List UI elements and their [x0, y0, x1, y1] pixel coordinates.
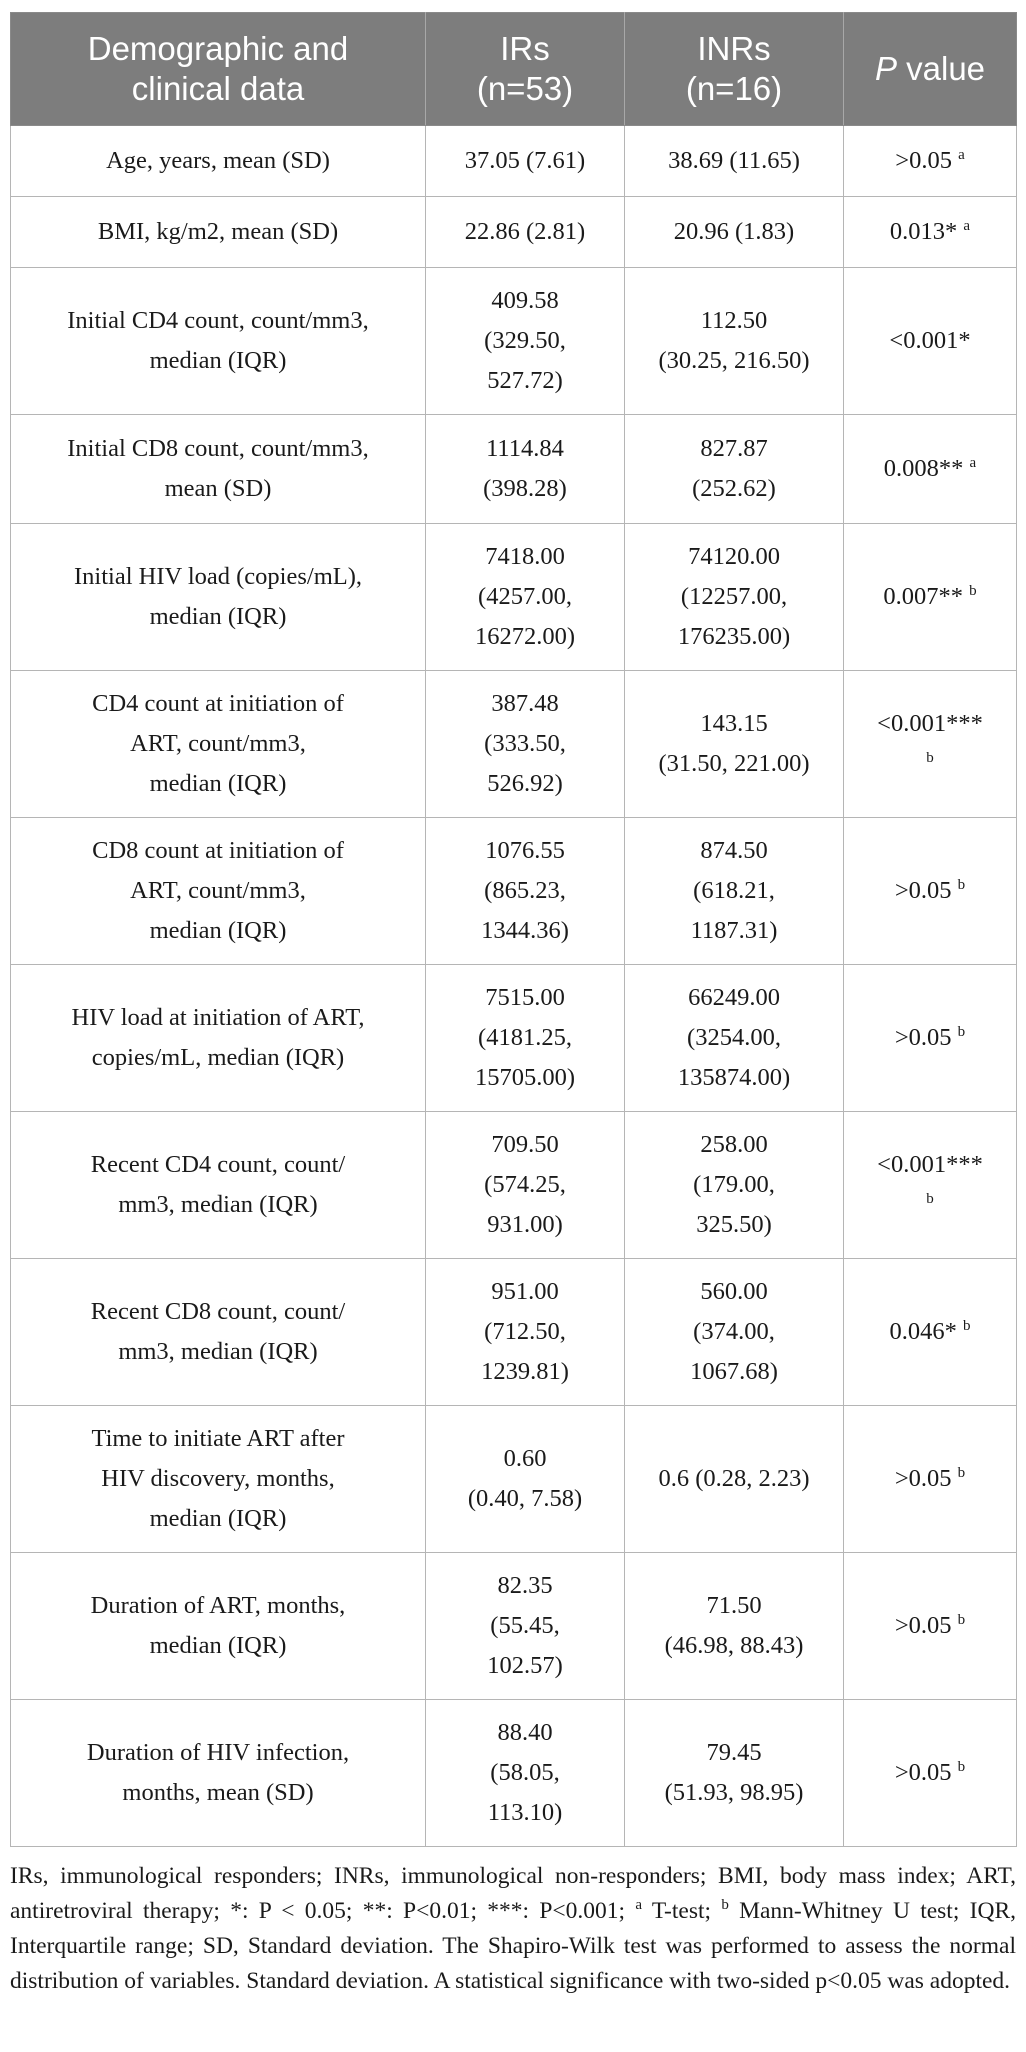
cell-label-text: Time to initiate ART after HIV discovery, months, median (IQR) [91, 1425, 345, 1532]
cell-label [11, 415, 426, 524]
table-row [11, 1406, 1017, 1553]
cell-p-value [844, 1553, 1017, 1700]
footnote-text-2: T-test; [642, 1898, 722, 1924]
cell-irs [426, 197, 625, 268]
header-inrs: INRs (n=16) [625, 13, 844, 126]
table-row [11, 1700, 1017, 1847]
cell-label-text: CD8 count at initiation of ART, count/mm3, median (IQR) [92, 837, 344, 944]
cell-inrs-text: 874.50 (618.21, 1187.31) [690, 837, 778, 944]
cell-irs [426, 1406, 625, 1553]
cell-p-value-text: >0.05 [895, 147, 952, 174]
cell-p-value [844, 1259, 1017, 1406]
cell-inrs-text: 71.50 (46.98, 88.43) [664, 1592, 804, 1659]
cell-irs [426, 1259, 625, 1406]
cell-inrs [625, 1112, 844, 1259]
header-row [11, 13, 1017, 126]
cell-p-value-text: 0.013* [889, 218, 958, 245]
table-row [11, 1112, 1017, 1259]
cell-irs-text: 88.40 (58.05, 113.10) [487, 1719, 563, 1826]
p-value-superscript: a [969, 455, 977, 471]
table-container [10, 12, 1016, 1999]
cell-label [11, 524, 426, 671]
cell-p-value [844, 1112, 1017, 1259]
cell-label [11, 126, 426, 197]
p-value-superscript: b [957, 1465, 966, 1481]
cell-p-value [844, 415, 1017, 524]
cell-label [11, 671, 426, 818]
cell-p-value [844, 1406, 1017, 1553]
cell-inrs [625, 965, 844, 1112]
cell-p-value [844, 818, 1017, 965]
cell-p-value-text: >0.05 [894, 1759, 952, 1786]
p-value-superscript: b [926, 1191, 934, 1207]
cell-p-value-text: 0.007** [883, 583, 963, 610]
p-value-superscript: b [963, 1318, 971, 1334]
table-row [11, 671, 1017, 818]
cell-p-value-text: <0.001*** [877, 1151, 983, 1178]
cell-irs-text: 7418.00 (4257.00, 16272.00) [474, 543, 576, 650]
cell-irs [426, 415, 625, 524]
cell-inrs-text: 827.87 (252.62) [692, 435, 776, 502]
cell-inrs [625, 1700, 844, 1847]
table-row [11, 126, 1017, 197]
p-value-superscript: a [963, 218, 971, 234]
cell-label [11, 965, 426, 1112]
table-row [11, 1259, 1017, 1406]
cell-irs [426, 524, 625, 671]
cell-label-text: Initial CD4 count, count/mm3, median (IQR) [67, 307, 369, 374]
table-footnote [10, 1859, 1016, 1999]
cell-inrs [625, 1553, 844, 1700]
cell-irs [426, 671, 625, 818]
cell-inrs [625, 524, 844, 671]
cell-label [11, 268, 426, 415]
cell-label [11, 1700, 426, 1847]
header-irs: IRs (n=53) [426, 13, 625, 126]
cell-irs-text: 22.86 (2.81) [464, 218, 586, 245]
cell-p-value-text: >0.05 [894, 1024, 952, 1051]
cell-label [11, 1259, 426, 1406]
cell-inrs-text: 79.45 (51.93, 98.95) [664, 1739, 804, 1806]
cell-label-text: Initial CD8 count, count/mm3, mean (SD) [67, 435, 369, 502]
cell-label [11, 1553, 426, 1700]
cell-p-value [844, 197, 1017, 268]
cell-p-value [844, 268, 1017, 415]
cell-label-text: Duration of HIV infection, months, mean (SD) [86, 1739, 350, 1806]
p-value-superscript: b [957, 877, 966, 893]
cell-irs-text: 1076.55 (865.23, 1344.36) [481, 837, 569, 944]
table-row [11, 415, 1017, 524]
cell-label [11, 197, 426, 268]
header-demographic: Demographic and clinical data [11, 13, 426, 126]
p-value-superscript: b [969, 583, 977, 599]
cell-irs [426, 1112, 625, 1259]
cell-label-text: HIV load at initiation of ART, copies/mL, median (IQR) [71, 1004, 365, 1071]
cell-inrs [625, 197, 844, 268]
cell-inrs-text: 66249.00 (3254.00, 135874.00) [677, 984, 791, 1091]
p-value-superscript: b [957, 1612, 966, 1628]
footnote-sup-a: a [635, 1897, 642, 1913]
table-row [11, 524, 1017, 671]
cell-label-text: Recent CD4 count, count/ mm3, median (IQR) [90, 1151, 346, 1218]
footnote-sup-b: b [721, 1897, 729, 1913]
cell-inrs-text: 560.00 (374.00, 1067.68) [690, 1278, 778, 1385]
cell-label [11, 818, 426, 965]
cell-irs-text: 409.58 (329.50, 527.72) [484, 287, 566, 394]
cell-p-value-text: >0.05 [894, 1465, 952, 1492]
cell-irs-text: 0.60 (0.40, 7.58) [467, 1445, 583, 1512]
cell-inrs [625, 818, 844, 965]
cell-inrs [625, 268, 844, 415]
table-row [11, 1553, 1017, 1700]
cell-p-value-text: 0.046* [889, 1318, 957, 1345]
cell-irs-text: 387.48 (333.50, 526.92) [484, 690, 566, 797]
table-row [11, 268, 1017, 415]
cell-label-text: Age, years, mean (SD) [106, 147, 330, 174]
p-value-superscript: b [957, 1024, 966, 1040]
cell-label-text: CD4 count at initiation of ART, count/mm3, median (IQR) [92, 690, 344, 797]
demographic-clinical-table [10, 12, 1017, 1847]
p-value-superscript: a [958, 147, 965, 163]
cell-label-text: Recent CD8 count, count/ mm3, median (IQR) [90, 1298, 346, 1365]
cell-inrs [625, 1259, 844, 1406]
cell-label-text: Initial HIV load (copies/mL), median (IQR) [73, 563, 363, 630]
cell-irs-text: 1114.84 (398.28) [483, 435, 567, 502]
cell-p-value [844, 524, 1017, 671]
cell-inrs [625, 1406, 844, 1553]
p-value-superscript: b [957, 1759, 966, 1775]
cell-p-value-text: >0.05 [894, 1612, 952, 1639]
cell-inrs-text: 112.50 (30.25, 216.50) [658, 307, 810, 374]
cell-p-value-text: <0.001*** [877, 710, 983, 737]
cell-irs-text: 37.05 (7.61) [464, 147, 586, 174]
cell-label [11, 1112, 426, 1259]
cell-irs [426, 1700, 625, 1847]
footnote-text-3: Mann-Whitney U test; IQR, Interquartile range; SD, Standard deviation. The Shapiro-Wilk test was performed to assess the normal distribution of variables. Standard deviation. A statistical significance with two-sided p<0.05 was adopted. [10, 1898, 1016, 1994]
cell-inrs-text: 0.6 (0.28, 2.23) [658, 1465, 810, 1492]
cell-inrs-text: 258.00 (179.00, 325.50) [693, 1131, 775, 1238]
cell-inrs-text: 143.15 (31.50, 221.00) [658, 710, 810, 777]
cell-irs-text: 82.35 (55.45, 102.57) [487, 1572, 563, 1679]
cell-p-value [844, 965, 1017, 1112]
cell-p-value-text: >0.05 [894, 877, 952, 904]
cell-irs-text: 709.50 (574.25, 931.00) [484, 1131, 566, 1238]
p-value-superscript: b [926, 750, 934, 766]
table-row [11, 965, 1017, 1112]
cell-irs-text: 7515.00 (4181.25, 15705.00) [474, 984, 576, 1091]
cell-p-value [844, 1700, 1017, 1847]
cell-irs [426, 1553, 625, 1700]
cell-label-text: Duration of ART, months, median (IQR) [90, 1592, 346, 1659]
cell-label [11, 1406, 426, 1553]
cell-inrs [625, 671, 844, 818]
cell-inrs-text: 74120.00 (12257.00, 176235.00) [677, 543, 791, 650]
cell-irs [426, 818, 625, 965]
cell-inrs [625, 415, 844, 524]
header-p-value: P value [844, 13, 1017, 126]
cell-p-value [844, 126, 1017, 197]
cell-irs [426, 268, 625, 415]
footnote-text-1: IRs, immunological responders; INRs, immunological non-responders; BMI, body mass index; ART, antiretroviral therapy; *: P < 0.05; **: P<0.01; ***: P<0.001; [10, 1863, 1016, 1924]
cell-inrs [625, 126, 844, 197]
cell-irs-text: 951.00 (712.50, 1239.81) [481, 1278, 569, 1385]
cell-p-value [844, 671, 1017, 818]
cell-label-text: BMI, kg/m2, mean (SD) [97, 218, 339, 245]
cell-irs [426, 965, 625, 1112]
table-row [11, 818, 1017, 965]
cell-irs [426, 126, 625, 197]
cell-inrs-text: 38.69 (11.65) [668, 147, 800, 174]
cell-p-value-text: 0.008** [883, 455, 964, 482]
cell-inrs-text: 20.96 (1.83) [673, 218, 795, 245]
table-row [11, 197, 1017, 268]
cell-p-value-text: <0.001* [889, 327, 971, 354]
